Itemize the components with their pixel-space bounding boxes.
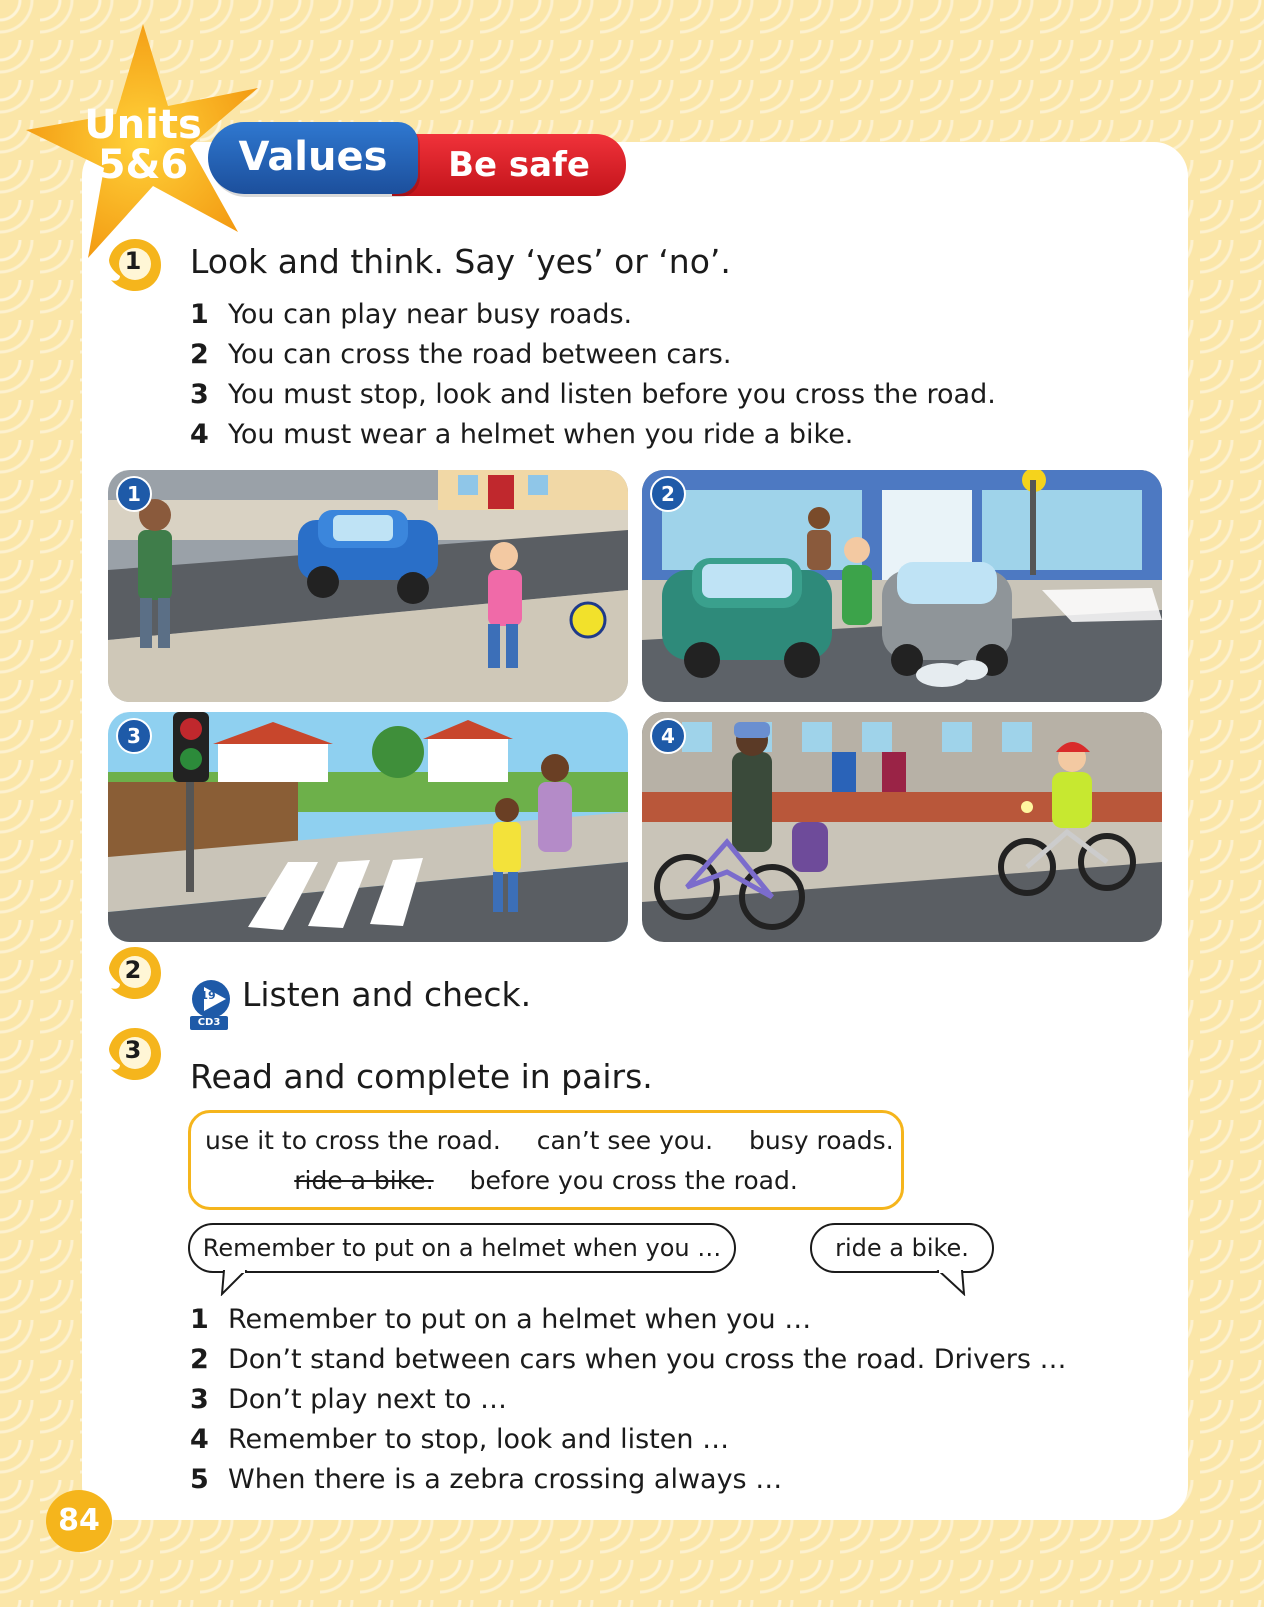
exercise-instruction: Listen and check. <box>242 975 532 1014</box>
speech-bubble-left: Remember to put on a helmet when you … <box>188 1223 736 1273</box>
list-item: 2 You can cross the road between cars. <box>190 339 732 370</box>
picture-3-zebra-crossing <box>108 712 628 942</box>
exercise-instruction: Read and complete in pairs. <box>190 1057 653 1096</box>
list-item: 4 Remember to stop, look and listen … <box>190 1424 730 1455</box>
topic-tab: Be safe <box>392 134 626 196</box>
track-number: 19 <box>200 989 216 1002</box>
picture-4-bike-helmet <box>642 712 1162 942</box>
list-item: 5 When there is a zebra crossing always … <box>190 1464 783 1495</box>
values-tab: Values <box>208 122 418 194</box>
speech-tail-icon <box>220 1270 260 1296</box>
list-item: 2 Don’t stand between cars when you cross the road. Drivers … <box>190 1344 1067 1375</box>
speech-tail-icon <box>928 1270 968 1296</box>
picture-2-between-cars <box>642 470 1162 702</box>
word-box-phrase-crossed: ride a bike. <box>294 1166 434 1195</box>
list-item: 3 Don’t play next to … <box>190 1384 508 1415</box>
exercise-number: 1 <box>124 247 142 275</box>
picture-1-street-ball <box>108 470 628 702</box>
units-label <box>78 102 208 188</box>
exercise3-list <box>190 1300 1066 1500</box>
exercise-number: 2 <box>124 956 142 984</box>
list-item: 1 Remember to put on a helmet when you … <box>190 1304 812 1335</box>
picture-number: 1 <box>116 476 152 512</box>
word-box-phrase: can’t see you. <box>536 1126 714 1155</box>
units-line2: 5&6 <box>97 142 189 188</box>
word-box-phrase: before you cross the road. <box>469 1166 798 1195</box>
exercise1-list <box>190 295 996 455</box>
cd-label: CD3 <box>190 1016 228 1030</box>
list-item: 4 You must wear a helmet when you ride a bike. <box>190 419 854 450</box>
speech-bubble-right: ride a bike. <box>810 1223 994 1273</box>
units-line1: Units <box>84 102 202 148</box>
exercise-instruction: Look and think. Say ‘yes’ or ‘no’. <box>190 242 731 281</box>
exercise-number: 3 <box>124 1036 142 1064</box>
list-item: 3 You must stop, look and listen before you cross the road. <box>190 379 996 410</box>
word-box <box>188 1110 904 1210</box>
picture-number: 3 <box>116 718 152 754</box>
list-item: 1 You can play near busy roads. <box>190 299 633 330</box>
word-box-phrase: use it to cross the road. <box>205 1126 501 1155</box>
page-number: 84 <box>46 1490 112 1552</box>
word-box-phrase: busy roads. <box>748 1126 894 1155</box>
picture-number: 2 <box>650 476 686 512</box>
picture-number: 4 <box>650 718 686 754</box>
